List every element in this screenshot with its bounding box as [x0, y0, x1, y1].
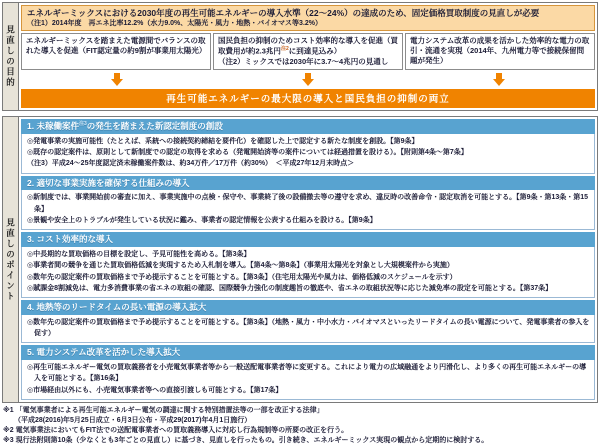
footnotes [2, 406, 598, 446]
bullet-item: ◎再生可能エネルギー電気の買取義務者を小売電気事業者等から一般送配電事業者等に変更する。これにより電力の広域融通をより円滑化し、より多くの再生可能エネルギーの導入を可能とする。【第16条】 [27, 364, 587, 383]
footnote-item: ※2 電気事業法においてもFIT法での送配電事業者への買取義務導入に対応し行為規制等の所要の改正を行う。 [3, 426, 349, 434]
purpose-headline-note: （注1）2014年度 再エネ比率12.2%（水力9.0%、太陽光・風力・地熱・バイオマス等3.2%） [27, 20, 323, 28]
pillar-box-balance-text: エネルギーミックスを踏まえた電源間でバランスの取れた導入を促進（FIT認定量の約9割が事業用太陽光） [26, 36, 207, 56]
points-side-label: 見直しのポイント [3, 117, 19, 402]
bullet-item: ◎事業者間の競争を通じた買取価格低減を実現するため入札制を導入。【第4条〜第8条】（事業用太陽光を対象とし大規模案件から実施） [27, 262, 454, 270]
section-header: 3. コスト効率的な導入 [21, 232, 595, 247]
purpose-side-label: 見直しの目的 [3, 3, 19, 110]
bullet-item: ◎中長期的な買取価格の目標を設定し、予見可能性を高める。【第3条】 [27, 250, 251, 258]
section-body [21, 134, 595, 174]
bullet-item: （注3）平成24〜25年度認定済未稼働案件数は、約34万件／17万件（約30%） ＜平成27年12月末時点＞ [27, 160, 355, 168]
purpose-block [2, 2, 598, 111]
purpose-headline: エネルギーミックスにおける2030年度の再生可能エネルギーの導入水準（22〜24%）の達成のため、固定価格買取制度の見直しが必要 [27, 8, 540, 18]
down-arrow-icon [111, 73, 123, 86]
section-header: 1. 未稼働案件$^{注3}$の発生を踏まえた新認定制度の創設 [21, 119, 595, 134]
arrow-row [21, 72, 595, 87]
pillar-box-system-reform [405, 33, 595, 70]
pillar-box-cost-text: 国民負担の抑制のためコスト効率的な導入を促進（買取費用が約2.3兆円$^{注2}$に到達見込み） [218, 36, 398, 56]
down-arrow-icon [302, 73, 314, 86]
pillar-box-system-reform-text: 電力システム改革の成果を活かした効率的な電力の取引・流通を実現（2014年、九州電力等で接続保留問題が発生） [410, 36, 590, 66]
points-sections [19, 117, 597, 402]
bullet-item: ◎新制度では、事業開始前の審査に加え、事業実施中の点検・保守や、事業終了後の設備撤去等の遵守を求め、違反時の改善命令・認定取消を可能とする。【第9条・第13条・第15条】 [27, 194, 589, 213]
note3-superscript-ref: 注3 [78, 121, 87, 128]
bullet-item: ◎景観や安全上のトラブルが発生している状況に鑑み、事業者の認定情報を公表する仕組みを設ける。【第9条】 [27, 216, 377, 224]
pillar-box-cost [213, 33, 403, 70]
purpose-pillars [21, 33, 595, 70]
footnote-item: ※3 現行法附則第10条（少なくとも3年ごとの見直し）に基づき、見直しを行ったもの。引き続き、エネルギーミックス実現の観点から定期的に検討する。 [3, 436, 489, 444]
bullet-item: ◎発電事業の実施可能性（たとえば、系統への接続契約締結を要件化）を確認した上で認定する新たな制度を創設。【第9条】 [27, 137, 419, 145]
section-header: 5. 電力システム改革を活かした導入拡大 [21, 345, 595, 360]
section-body [21, 247, 595, 298]
footnote-continuation: （平成28(2016)年5月25日成立・6月3日公布・平成29(2017)年4月1日施行） [14, 417, 252, 424]
section-body [21, 360, 595, 400]
pillar-box-cost-note: （注2）ミックスでは2030年に3.7〜4兆円の見通し [218, 56, 389, 66]
bullet-item: ◎賦課金8割減免は、電力多消費事業の省エネの取組の確認、国際競争力強化の制度趣旨の徹底や、省エネの取組状況等に応じた減免率の設定を可能とする。【第37条】 [27, 284, 553, 292]
bullet-item: ◎数年先の認定案件の買取価格まで予め提示することを可能とする。【第3条】（住宅用太陽光や風力は、価格低減のスケジュールを示す） [27, 273, 457, 281]
bullet-item: ◎数年先の認定案件の買取価格まで予め提示することを可能とする。【第3条】（地熱・風力・中小水力・バイオマスといったリードタイムの長い電源について、発電事業者の参入を促す） [27, 318, 590, 338]
bullet-item: ◎市場経由以外にも、小売電気事業者等への直接引渡しも可能とする。【第17条】 [27, 386, 283, 394]
note2-superscript-ref: 注2 [280, 46, 289, 53]
purpose-content [19, 3, 597, 110]
section-body [21, 315, 595, 344]
section-header: 4. 地熱等のリードタイムの長い電源の導入拡大 [21, 300, 595, 315]
section-body [21, 190, 595, 230]
purpose-headline-box [21, 5, 595, 31]
down-arrow-icon [493, 73, 505, 86]
bullet-item: ◎既存の認定案件は、原則として新制度での認定の取得を求める（発電開始済等の案件については経過措置を設ける）。【附則第4条〜第7条】 [27, 148, 468, 156]
section-header: 2. 適切な事業実施を確保する仕組みの導入 [21, 176, 595, 191]
pillar-box-balance [21, 33, 211, 70]
points-block [2, 116, 598, 403]
goal-banner: 再生可能エネルギーの最大限の導入と国民負担の抑制の両立 [21, 89, 595, 108]
footnote-item: ※1 「電気事業者による再生可能エネルギー電気の調達に関する特別措置法等の一部を改正する法律」 [3, 407, 324, 415]
